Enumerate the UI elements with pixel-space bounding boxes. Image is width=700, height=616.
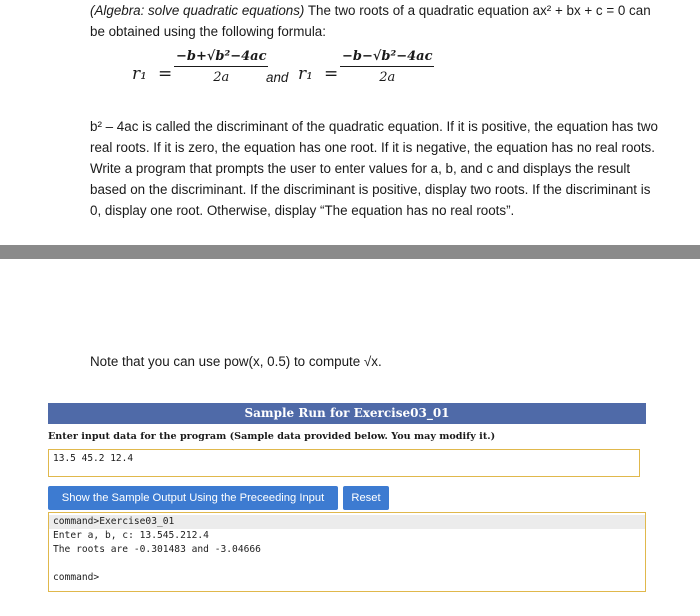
formula-equals-2: = <box>324 64 339 84</box>
output-prompt: command> <box>53 572 100 583</box>
input-data-label: Enter input data for the program (Sample data provided below. You may modify it.) <box>48 431 496 442</box>
formula-r2-label: r₁ <box>298 64 313 84</box>
task-paragraph: Write a program that prompts the user to enter values for a, b, and c and displays the result based on the discriminant. If the discriminant is positive, display two roots. If the discriminant is 0, display one root. Otherwise, display “The equation has no real roots”. <box>90 161 651 218</box>
formula-r2-denominator: 2a <box>379 70 396 85</box>
formula-fraction-1 <box>174 48 268 89</box>
sample-run-header: Sample Run for Exercise03_01 <box>48 403 646 424</box>
formula-r1-numerator: −b+√b²−4ac <box>174 48 268 67</box>
problem-intro <box>90 0 660 42</box>
problem-title: (Algebra: solve quadratic equations) <box>90 3 305 18</box>
formula-r1-denominator: 2a <box>213 70 230 85</box>
formula-and: and <box>266 70 289 85</box>
formula-equals-1: = <box>158 64 173 84</box>
output-line: The roots are -0.301483 and -3.04666 <box>53 544 261 555</box>
show-sample-output-button[interactable]: Show the Sample Output Using the Preceeding Input <box>48 486 338 510</box>
problem-intro-text: The two roots of a quadratic equation ax² + bx + c = 0 can be obtained using the following formula: <box>90 3 651 39</box>
pow-note: Note that you can use pow(x, 0.5) to compute √x. <box>90 354 382 369</box>
discriminant-paragraph: b² – 4ac is called the discriminant of the quadratic equation. If it is positive, the equation has two real roots. If it is zero, the equation has one root. If it is negative, the equation has no real roots. <box>90 119 658 155</box>
reset-button[interactable]: Reset <box>343 486 389 510</box>
sample-output-console <box>48 512 646 592</box>
output-line: Enter a, b, c: 13.545.212.4 <box>53 530 209 541</box>
formula-fraction-2 <box>340 48 434 89</box>
output-line: command>Exercise03_01 <box>49 515 645 529</box>
formula-r1-label: r₁ <box>132 64 147 84</box>
formula-r2-numerator: −b−√b²−4ac <box>340 48 434 67</box>
quadratic-formula <box>90 46 660 104</box>
problem-statement <box>90 0 660 221</box>
input-data-field[interactable]: 13.5 45.2 12.4 <box>48 449 640 477</box>
section-divider <box>0 245 700 259</box>
